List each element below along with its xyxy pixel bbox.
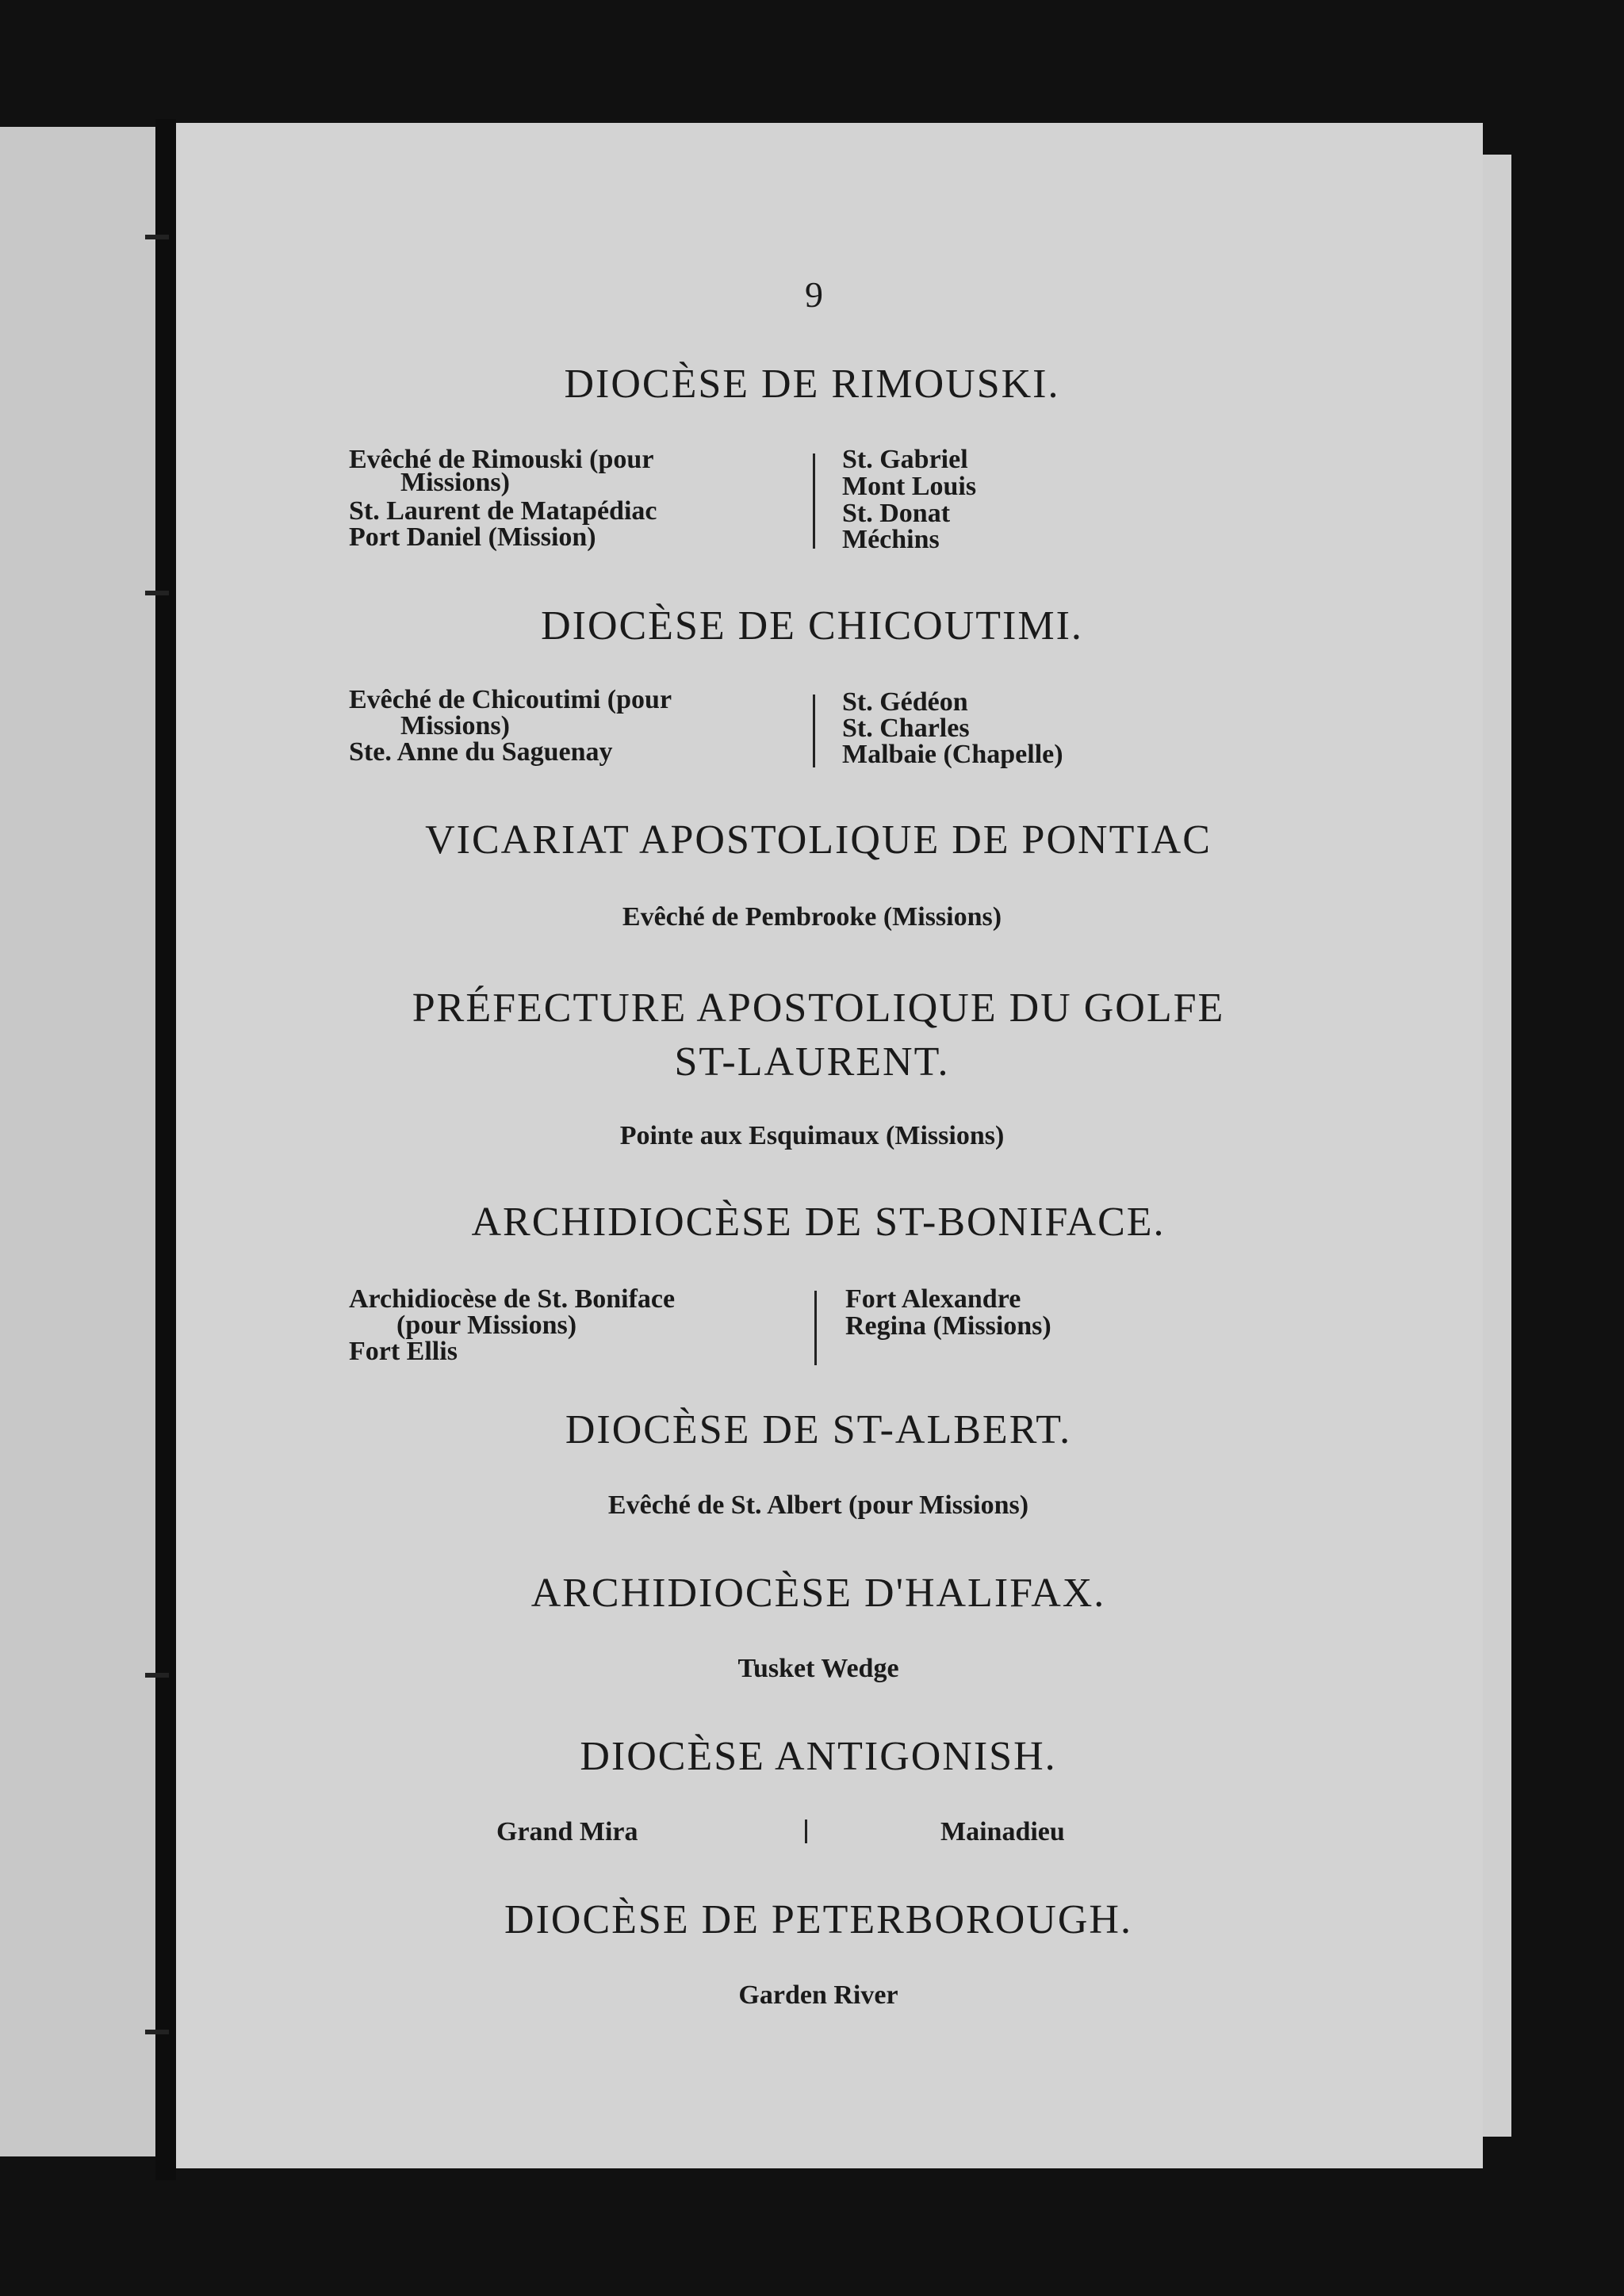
binding-spine bbox=[155, 119, 176, 2180]
entry-left: Ste. Anne du Saguenay bbox=[349, 737, 613, 767]
section-heading-rimouski: DIOCÈSE DE RIMOUSKI. bbox=[564, 362, 1060, 407]
page-number: 9 bbox=[805, 274, 823, 315]
section-heading-chicoutimi: DIOCÈSE DE CHICOUTIMI. bbox=[541, 603, 1083, 649]
entry-right: Méchins bbox=[842, 525, 940, 554]
entry-left-continued: Missions) bbox=[400, 711, 510, 740]
entry-right: St. Donat bbox=[842, 499, 951, 528]
section-heading-peterborough: DIOCÈSE DE PETERBOROUGH. bbox=[504, 1897, 1132, 1942]
column-divider bbox=[814, 1291, 817, 1365]
entry-left: Port Daniel (Mission) bbox=[349, 522, 596, 552]
entry-left: Evêché de Rimouski (pour bbox=[349, 445, 654, 474]
binding-stitch bbox=[145, 2030, 169, 2034]
entry-left: Evêché de Chicoutimi (pour bbox=[349, 685, 672, 714]
entry-right: Mont Louis bbox=[842, 472, 977, 501]
section-heading-st-boniface: ARCHIDIOCÈSE DE ST-BONIFACE. bbox=[471, 1200, 1166, 1245]
entry-left-continued: Missions) bbox=[400, 468, 510, 497]
section-heading-halifax: ARCHIDIOCÈSE D'HALIFAX. bbox=[530, 1571, 1106, 1616]
entry-centered: Pointe aux Esquimaux (Missions) bbox=[619, 1121, 1005, 1150]
entry-left-continued: (pour Missions) bbox=[396, 1311, 577, 1340]
binding-stitch bbox=[145, 235, 169, 239]
entry-right: Mainadieu bbox=[940, 1817, 1065, 1846]
binding-stitch bbox=[145, 591, 169, 595]
entry-right: Regina (Missions) bbox=[845, 1311, 1051, 1341]
section-heading-st-albert: DIOCÈSE DE ST-ALBERT. bbox=[565, 1407, 1072, 1452]
column-divider bbox=[805, 1820, 807, 1843]
entry-centered: Garden River bbox=[738, 1980, 898, 2010]
entry-right: Malbaie (Chapelle) bbox=[842, 740, 1063, 769]
section-heading-pontiac: VICARIAT APOSTOLIQUE DE PONTIAC bbox=[425, 817, 1212, 863]
entry-left: St. Laurent de Matapédiac bbox=[349, 496, 657, 526]
section-heading-golfe-line-2: ST-LAURENT. bbox=[674, 1039, 950, 1085]
entry-left: Grand Mira bbox=[496, 1817, 638, 1846]
entry-centered: Tusket Wedge bbox=[737, 1654, 899, 1683]
entry-right: St. Charles bbox=[842, 714, 970, 743]
entry-right: St. Gédéon bbox=[842, 687, 968, 717]
entry-centered: Evêché de St. Albert (pour Missions) bbox=[607, 1490, 1029, 1520]
column-divider bbox=[813, 695, 815, 767]
entry-centered: Evêché de Pembrooke (Missions) bbox=[622, 902, 1002, 932]
section-heading-golfe-line-1: PRÉFECTURE APOSTOLIQUE DU GOLFE bbox=[412, 985, 1225, 1031]
entry-left: Fort Ellis bbox=[349, 1337, 458, 1366]
column-divider bbox=[813, 453, 815, 549]
entry-left: Archidiocèse de St. Boniface bbox=[349, 1284, 676, 1314]
section-heading-antigonish: DIOCÈSE ANTIGONISH. bbox=[580, 1734, 1057, 1779]
entry-right: Fort Alexandre bbox=[845, 1284, 1021, 1314]
entry-right: St. Gabriel bbox=[842, 445, 968, 474]
